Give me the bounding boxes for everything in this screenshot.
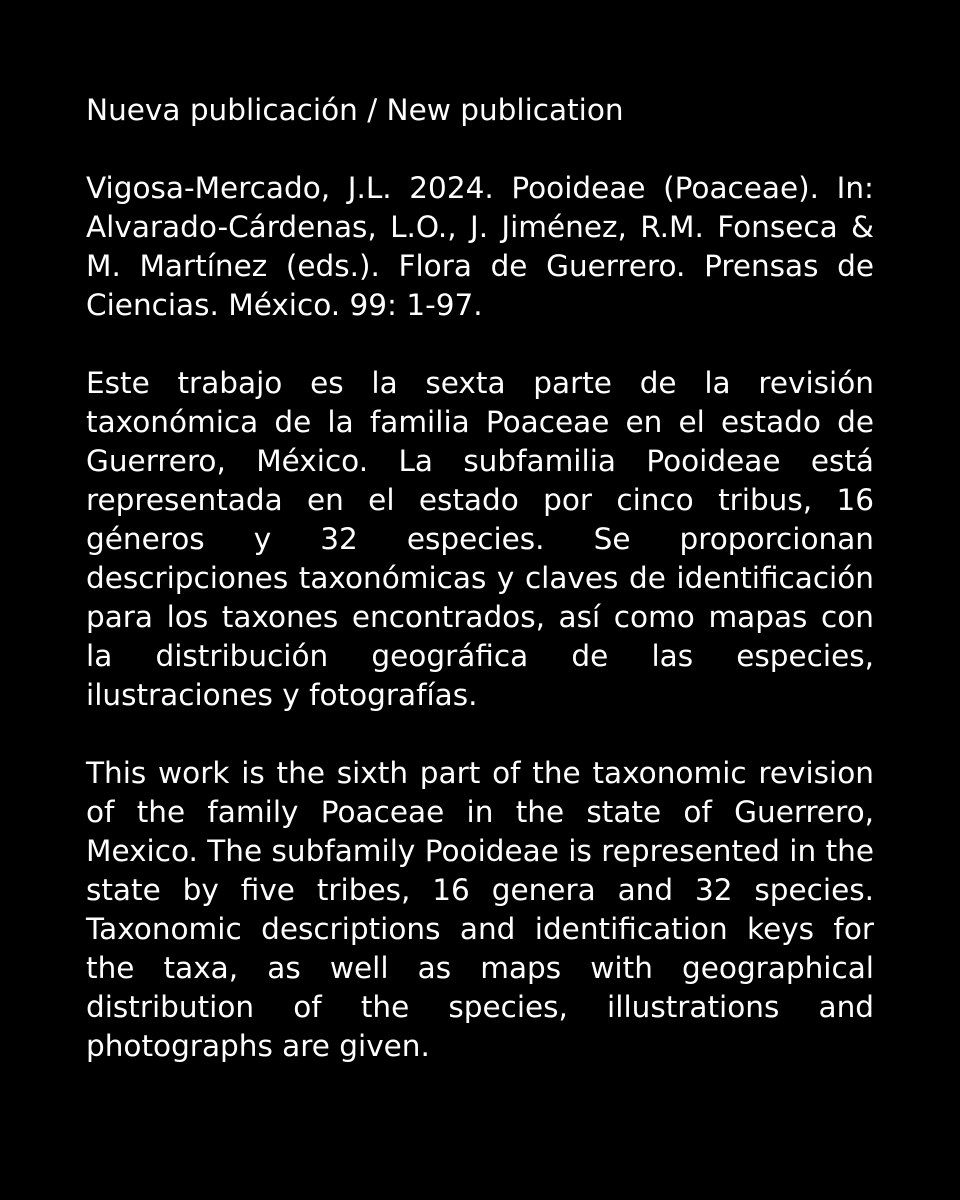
publication-notice bbox=[86, 91, 874, 1066]
abstract-spanish: Este trabajo es la sexta parte de la revisión taxonómica de la familia Poaceae en el estado de Guerrero, México. La subfamilia Pooideae está representada en el estado por cinco tribus, 16 géneros y 32 especies. Se proporcionan descripciones taxonómicas y claves de identificación para los taxones encontrados, así como mapas con la distribución geográfica de las especies, ilustraciones y fotografías. bbox=[86, 366, 874, 712]
abstract-english: This work is the sixth part of the taxonomic revision of the family Poaceae in the state of Guerrero, Mexico. The subfamily Pooideae is represented in the state by five tribes, 16 genera and 32 species. Taxonomic descriptions and identification keys for the taxa, as well as maps with geographical distribution of the species, illustrations and photographs are given. bbox=[86, 756, 874, 1063]
citation-paragraph: Vigosa-Mercado, J.L. 2024. Pooideae (Poaceae). In: Alvarado-Cárdenas, L.O., J. Jiménez, R.M. Fonseca & M. Martínez (eds.). Flora de Guerrero. Prensas de Ciencias. México. 99: 1-97. bbox=[86, 171, 874, 322]
page-title: Nueva publicación / New publication bbox=[86, 93, 624, 127]
